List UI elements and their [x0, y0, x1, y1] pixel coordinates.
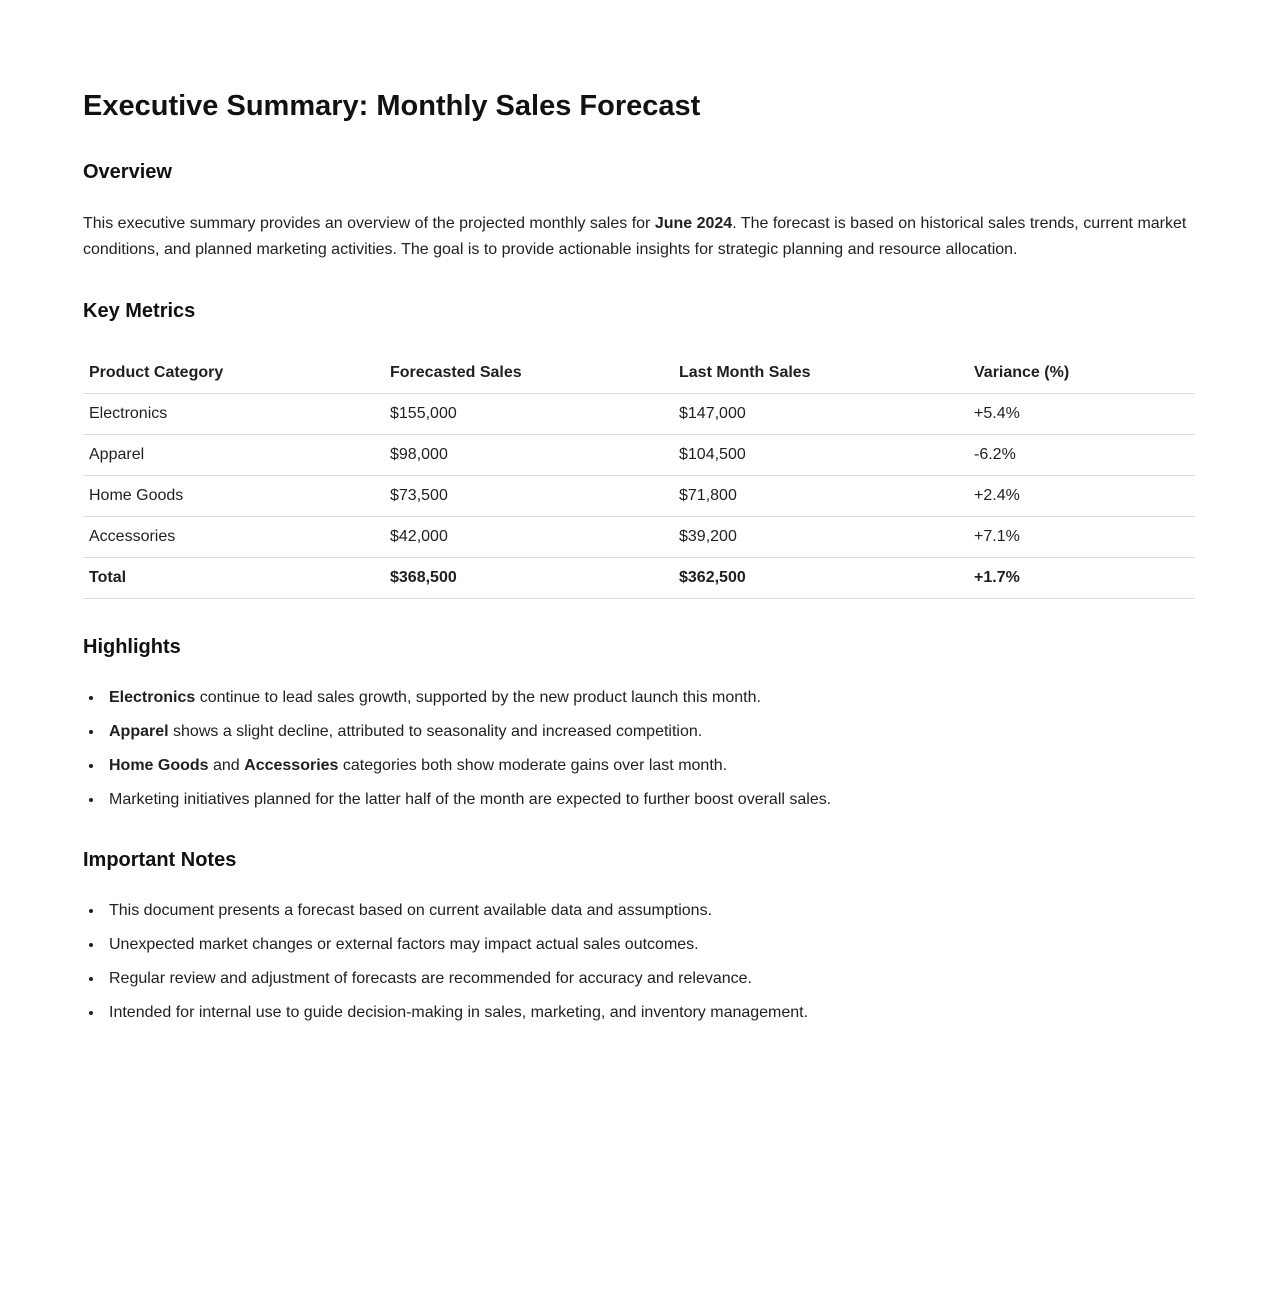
page-title: Executive Summary: Monthly Sales Forecast [83, 90, 701, 122]
list-item: • Unexpected market changes or external factors may impact actual sales outcomes. [104, 933, 1195, 957]
table-cell: +1.7% [974, 558, 1195, 599]
table-cell: Electronics [83, 394, 390, 435]
table-row [83, 394, 1195, 435]
bold-text: Home Goods [109, 757, 209, 775]
bold-text: Apparel [109, 723, 169, 741]
table-header-product-category: Product Category [83, 354, 390, 394]
table-cell: $71,800 [679, 476, 974, 517]
bold-text: Electronics [109, 689, 196, 707]
table-cell: $42,000 [390, 517, 679, 558]
table-cell: $147,000 [679, 394, 974, 435]
list-item: • Intended for internal use to guide decision-making in sales, marketing, and inventory management. [104, 1001, 1195, 1025]
table-header-row [83, 354, 1195, 394]
table-cell: $104,500 [679, 435, 974, 476]
table-row [83, 476, 1195, 517]
table-header-variance: Variance (%) [974, 354, 1195, 394]
list-item: • This document presents a forecast based on current available data and assumptions. [104, 899, 1195, 923]
section-heading-key-metrics: Key Metrics [83, 300, 196, 323]
table-row [83, 435, 1195, 476]
section-heading-important-notes: Important Notes [83, 849, 237, 872]
key-metrics-table [83, 354, 1195, 599]
table-header-forecasted-sales: Forecasted Sales [390, 354, 679, 394]
table-cell: $155,000 [390, 394, 679, 435]
list-item: • Regular review and adjustment of forecasts are recommended for accuracy and relevance. [104, 967, 1195, 991]
bold-text: June 2024 [654, 215, 733, 233]
important-notes-list [83, 899, 1195, 1025]
highlights-list [83, 686, 1195, 812]
list-item: • Apparel shows a slight decline, attributed to seasonality and increased competition. [104, 720, 1195, 744]
table-header-last-month-sales: Last Month Sales [679, 354, 974, 394]
table-cell: $39,200 [679, 517, 974, 558]
table-row [83, 517, 1195, 558]
table-cell: Home Goods [83, 476, 390, 517]
table-total-row [83, 558, 1195, 599]
section-heading-highlights: Highlights [83, 636, 181, 659]
list-item: • Electronics continue to lead sales growth, supported by the new product launch this month. [104, 686, 1195, 710]
table-cell: -6.2% [974, 435, 1195, 476]
list-item: • Marketing initiatives planned for the latter half of the month are expected to further boost overall sales. [104, 788, 1195, 812]
table-cell: Total [83, 558, 390, 599]
bold-text: Accessories [244, 757, 339, 775]
table-body [83, 394, 1195, 599]
table-cell: +2.4% [974, 476, 1195, 517]
list-item: • Home Goods and Accessories categories both show moderate gains over last month. [104, 754, 1195, 778]
table-cell: Apparel [83, 435, 390, 476]
table-cell: $98,000 [390, 435, 679, 476]
table-cell: $362,500 [679, 558, 974, 599]
table-cell: $368,500 [390, 558, 679, 599]
overview-paragraph: This executive summary provides an overview of the projected monthly sales for June 2024. The forecast is based on historical sales trends, current market conditions, and planned marketing activities. The goal is to provide actionable insights for strategic planning and resource allocation. [83, 215, 1187, 259]
table-cell: $73,500 [390, 476, 679, 517]
table-cell: +7.1% [974, 517, 1195, 558]
table-cell: +5.4% [974, 394, 1195, 435]
table-cell: Accessories [83, 517, 390, 558]
section-heading-overview: Overview [83, 161, 172, 184]
